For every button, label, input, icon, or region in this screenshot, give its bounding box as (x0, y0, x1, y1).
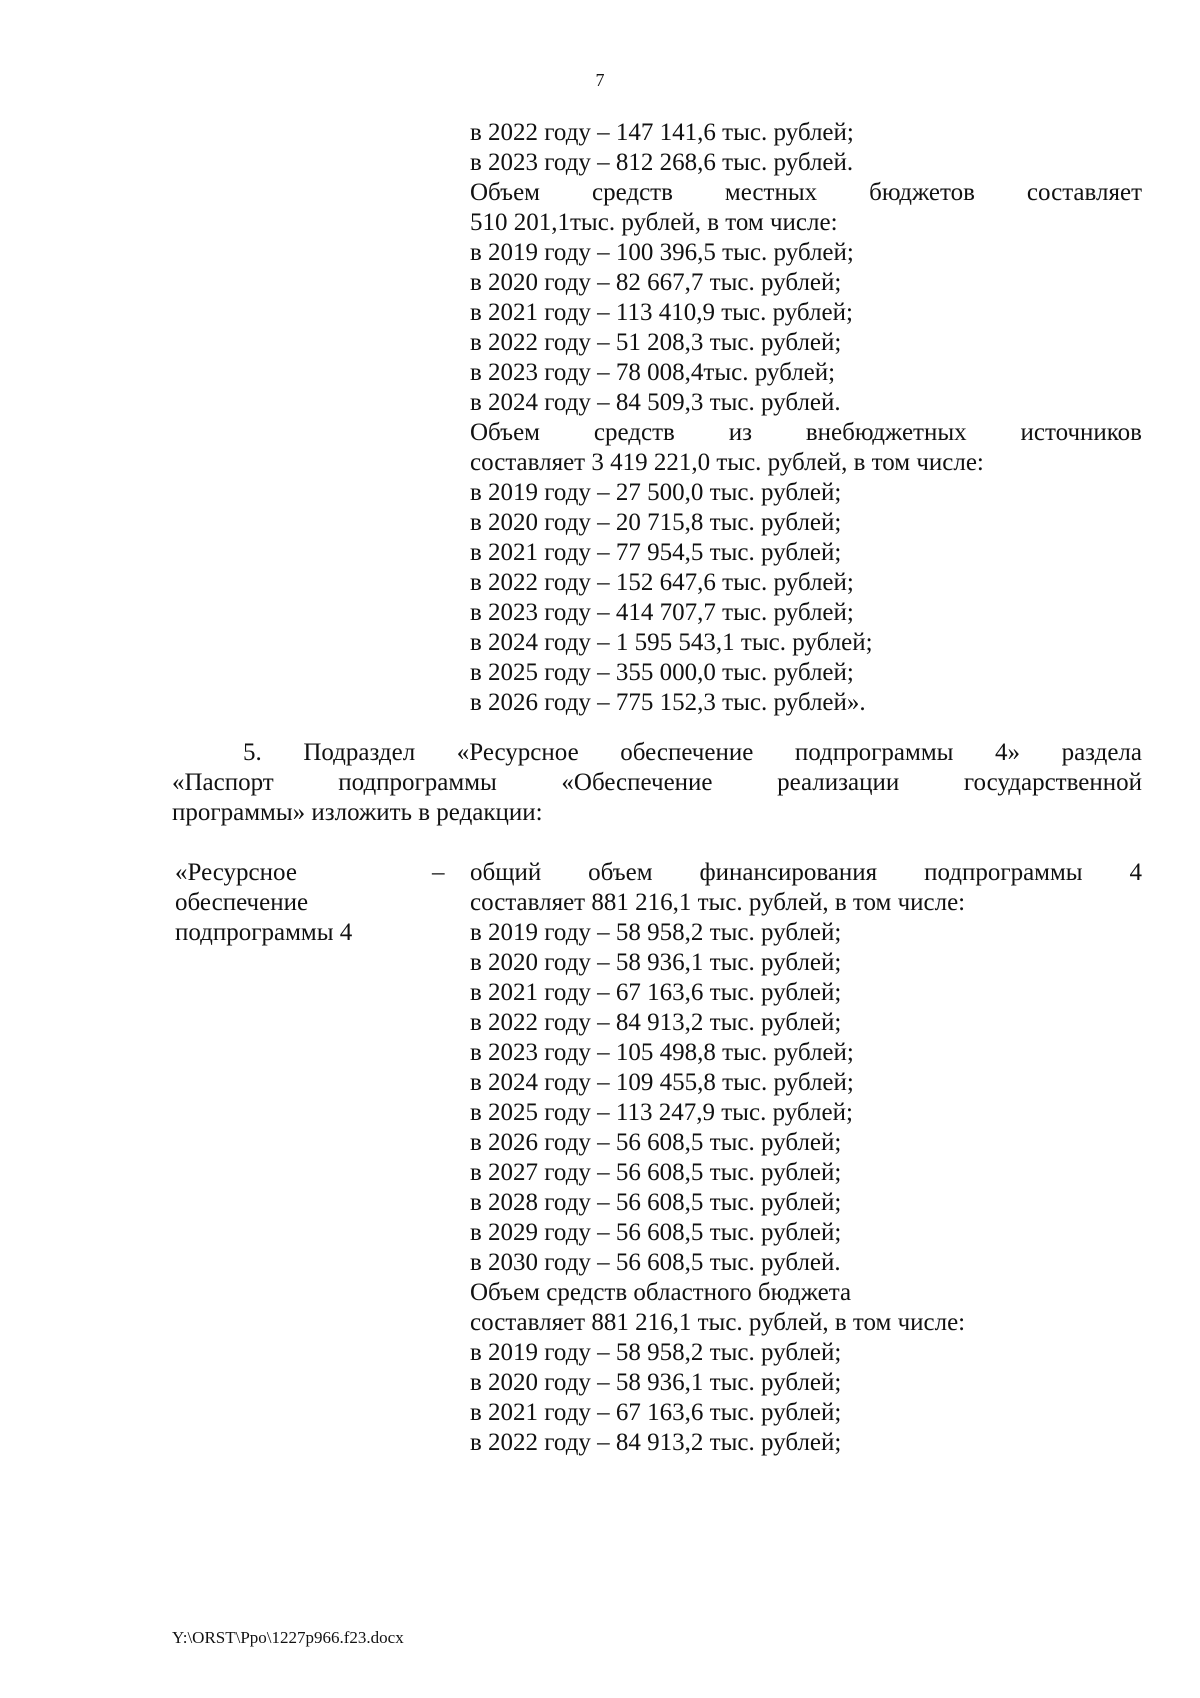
budget-line: в 2024 году – 84 509,3 тыс. рублей. (470, 389, 841, 416)
table-right-line: в 2025 году – 113 247,9 тыс. рублей; (470, 1099, 853, 1126)
file-path-footer: Y:\ORST\Ppo\1227p966.f23.docx (172, 1628, 404, 1647)
table-left-label: «Ресурсное (175, 859, 297, 886)
budget-line: в 2025 году – 355 000,0 тыс. рублей; (470, 659, 854, 686)
budget-total-line: 510 201,1тыс. рублей, в том числе: (470, 209, 838, 236)
budget-line: в 2026 году – 775 152,3 тыс. рублей». (470, 689, 866, 716)
table-right-line: в 2020 году – 58 936,1 тыс. рублей; (470, 949, 842, 976)
table-dash: – (432, 859, 445, 886)
table-right-line: в 2021 году – 67 163,6 тыс. рублей; (470, 979, 842, 1006)
table-right-line: в 2026 году – 56 608,5 тыс. рублей; (470, 1129, 842, 1156)
section-heading-extrabudgetary: Объем средств из внебюджетных источников (470, 419, 1142, 446)
table-right-line: в 2019 году – 58 958,2 тыс. рублей; (470, 1339, 842, 1366)
table-right-line: в 2027 году – 56 608,5 тыс. рублей; (470, 1159, 842, 1186)
table-right-line: Объем средств областного бюджета (470, 1279, 852, 1306)
paragraph-5-line: программы» изложить в редакции: (172, 799, 543, 826)
table-right-line: в 2022 году – 84 913,2 тыс. рублей; (470, 1009, 842, 1036)
table-left-label: обеспечение (175, 889, 309, 916)
page-number: 7 (595, 70, 605, 90)
budget-line: в 2021 году – 77 954,5 тыс. рублей; (470, 539, 842, 566)
table-right-line: в 2019 году – 58 958,2 тыс. рублей; (470, 919, 842, 946)
paragraph-5-line: 5. Подраздел «Ресурсное обеспечение подпрограммы 4» раздела (243, 739, 1142, 766)
table-right-line: в 2028 году – 56 608,5 тыс. рублей; (470, 1189, 842, 1216)
budget-line: в 2023 году – 812 268,6 тыс. рублей. (470, 149, 854, 176)
table-right-line: в 2023 году – 105 498,8 тыс. рублей; (470, 1039, 854, 1066)
budget-line: в 2024 году – 1 595 543,1 тыс. рублей; (470, 629, 873, 656)
table-left-label: подпрограммы 4 (175, 919, 353, 946)
table-right-line: составляет 881 216,1 тыс. рублей, в том числе: (470, 1309, 966, 1336)
table-right-line: в 2022 году – 84 913,2 тыс. рублей; (470, 1429, 842, 1456)
budget-line: в 2022 году – 152 647,6 тыс. рублей; (470, 569, 854, 596)
budget-line: в 2020 году – 20 715,8 тыс. рублей; (470, 509, 842, 536)
table-right-line: в 2021 году – 67 163,6 тыс. рублей; (470, 1399, 842, 1426)
budget-total-line: составляет 3 419 221,0 тыс. рублей, в том числе: (470, 449, 984, 476)
table-right-line: в 2029 году – 56 608,5 тыс. рублей; (470, 1219, 842, 1246)
table-right-line: в 2020 году – 58 936,1 тыс. рублей; (470, 1369, 842, 1396)
table-right-line: составляет 881 216,1 тыс. рублей, в том числе: (470, 889, 966, 916)
budget-line: в 2021 году – 113 410,9 тыс. рублей; (470, 299, 853, 326)
budget-line: в 2022 году – 51 208,3 тыс. рублей; (470, 329, 842, 356)
budget-line: в 2022 году – 147 141,6 тыс. рублей; (470, 119, 854, 146)
paragraph-5-line: «Паспорт подпрограммы «Обеспечение реализации государственной (172, 769, 1142, 796)
table-right-line: общий объем финансирования подпрограммы 4 (470, 859, 1142, 886)
budget-line: в 2023 году – 414 707,7 тыс. рублей; (470, 599, 854, 626)
budget-line: в 2019 году – 100 396,5 тыс. рублей; (470, 239, 854, 266)
budget-line: в 2020 году – 82 667,7 тыс. рублей; (470, 269, 842, 296)
table-right-line: в 2030 году – 56 608,5 тыс. рублей. (470, 1249, 841, 1276)
budget-line: в 2019 году – 27 500,0 тыс. рублей; (470, 479, 842, 506)
table-right-line: в 2024 году – 109 455,8 тыс. рублей; (470, 1069, 854, 1096)
section-heading-local-budget: Объем средств местных бюджетов составляет (470, 179, 1142, 206)
budget-line: в 2023 году – 78 008,4тыс. рублей; (470, 359, 836, 386)
